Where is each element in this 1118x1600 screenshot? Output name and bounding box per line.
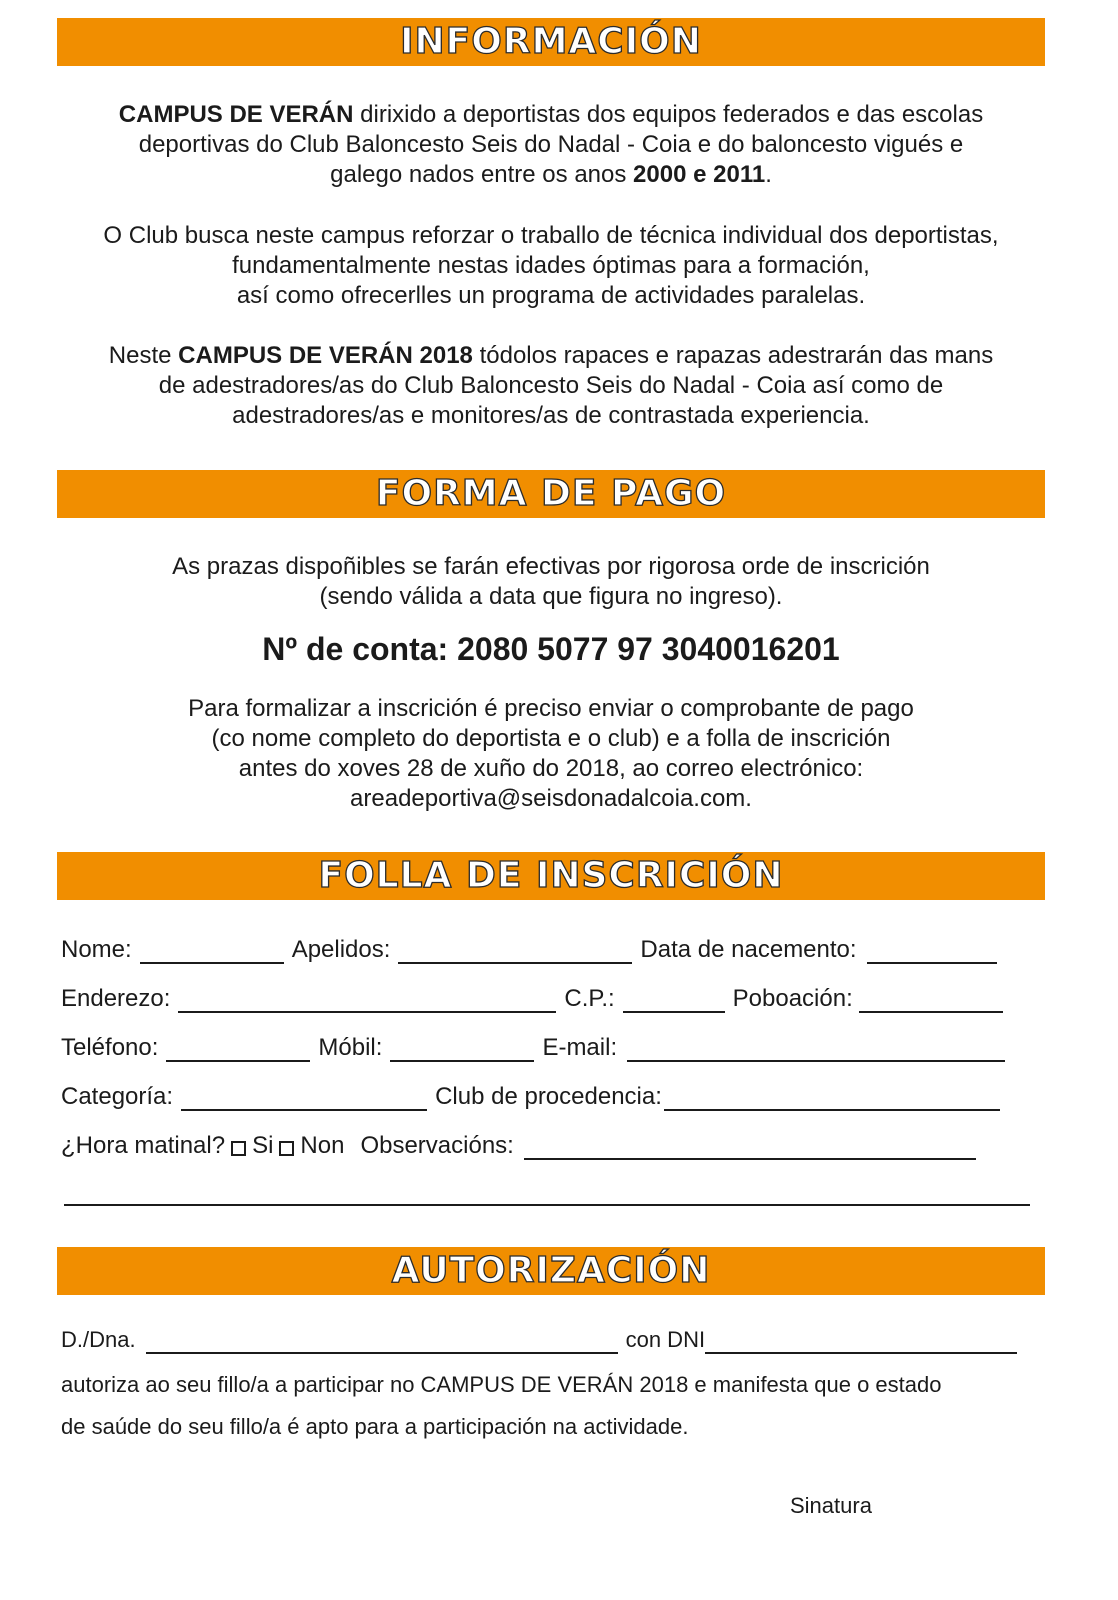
campus-name: CAMPUS DE VERÁN [118,101,354,128]
info-p3-line2: de adestradores/as do Club Baloncesto Seis do Nadal - Coia así como de [158,372,944,399]
nome-label: Nome: [61,936,132,963]
campus-name-2018: CAMPUS DE VERÁN 2018 [178,342,473,369]
email-label: E-mail: [542,1034,618,1061]
authorization-line2: de saúde do seu fillo/a é apto para a participación na actividade. [61,1414,689,1439]
form-row-address [61,979,1031,1013]
data-nacemento-field[interactable] [867,938,997,964]
non-label: Non [300,1132,345,1159]
info-p1-line3: galego nados entre os anos [330,161,634,188]
authorization-text [61,1364,1061,1448]
payment-p2-line3: antes do xoves 28 de xuño do 2018, ao correo electrónico: [238,755,864,782]
poboacion-label: Poboación: [732,985,853,1012]
info-p3-line3: adestradores/as e monitores/as de contrastada experiencia. [232,402,870,429]
data-nacemento-label: Data de nacemento: [640,936,857,963]
info-p3-start: Neste [108,342,179,369]
form-row-contact [61,1028,1031,1062]
apelidos-field[interactable] [398,938,632,964]
dna-field[interactable] [146,1328,618,1354]
form-row-club [61,1077,1031,1111]
info-p1-end: . [765,161,772,188]
dni-label: con DNI [625,1327,706,1352]
payment-p2-line2: (co nome completo do deportista e o club) e a folla de inscrición [211,725,891,752]
info-p1-text: dirixido a deportistas dos equipos federados e das escolas [353,101,984,128]
info-p2-line1: O Club busca neste campus reforzar o traballo de técnica individual dos deportistas, [103,222,999,249]
form-row-name [61,930,1031,964]
dni-field[interactable] [705,1328,1017,1354]
payment-banner [57,470,1045,518]
registration-banner [57,852,1045,900]
email-field[interactable] [627,1036,1005,1062]
observacions-label: Observacións: [360,1132,514,1159]
signature-label: Sinatura [790,1493,872,1518]
form-row-extra [61,1126,1031,1160]
si-checkbox[interactable] [231,1141,246,1156]
info-paragraph-3 [40,341,1062,431]
info-banner [57,18,1045,66]
info-paragraph-1 [40,100,1062,190]
payment-p1-line1: As prazas dispoñibles se farán efectivas por rigorosa orde de inscrición [172,553,930,580]
authorization-title: AUTORIZACIÓN [391,1250,711,1291]
payment-p2-line1: Para formalizar a inscrición é preciso enviar o comprobante de pago [188,695,914,722]
club-procedencia-field[interactable] [664,1085,1000,1111]
observacions-field[interactable] [524,1134,976,1160]
authorization-banner [57,1247,1045,1295]
telefono-label: Teléfono: [61,1034,159,1061]
info-p1-line2: deportivas do Club Baloncesto Seis do Nadal - Coia e do baloncesto vigués e [138,131,964,158]
hora-matinal-label: ¿Hora matinal? [61,1132,226,1159]
poboacion-field[interactable] [859,987,1003,1013]
telefono-field[interactable] [166,1036,310,1062]
dna-label: D./Dna. [61,1327,136,1352]
observacions-field-line2[interactable] [64,1204,1030,1206]
si-label: Si [252,1132,274,1159]
info-p2-line3: así como ofrecerlles un programa de actividades paralelas. [236,282,866,309]
registration-title: FOLLA DE INSCRICIÓN [318,855,784,896]
mobil-label: Móbil: [318,1034,383,1061]
mobil-field[interactable] [390,1036,534,1062]
club-procedencia-label: Club de procedencia: [435,1083,662,1110]
categoria-label: Categoría: [61,1083,174,1110]
payment-paragraph-1 [40,552,1062,612]
categoria-field[interactable] [181,1085,427,1111]
apelidos-label: Apelidos: [291,936,391,963]
info-paragraph-2 [40,221,1062,311]
non-checkbox[interactable] [279,1141,294,1156]
enderezo-label: Enderezo: [61,985,171,1012]
info-p2-line2: fundamentalmente nestas idades óptimas para a formación, [232,252,870,279]
enderezo-field[interactable] [178,987,556,1013]
account-number: Nº de conta: 2080 5077 97 3040016201 [262,631,840,667]
nome-field[interactable] [140,938,284,964]
payment-title: FORMA DE PAGO [375,473,727,514]
authorization-line1: autoriza ao seu fillo/a a participar no CAMPUS DE VERÁN 2018 e manifesta que o estado [61,1372,942,1397]
contact-email[interactable]: areadeportiva@seisdonadalcoia.com. [350,785,752,812]
cp-field[interactable] [623,987,725,1013]
birth-years: 2000 e 2011 [633,161,766,188]
payment-paragraph-2 [40,694,1062,814]
form-row-guardian [61,1320,1031,1354]
payment-p1-line2: (sendo válida a data que figura no ingreso). [319,583,783,610]
cp-label: C.P.: [564,985,615,1012]
info-title: INFORMACIÓN [400,21,702,62]
info-p3-text: tódolos rapaces e rapazas adestrarán das mans [472,342,994,369]
